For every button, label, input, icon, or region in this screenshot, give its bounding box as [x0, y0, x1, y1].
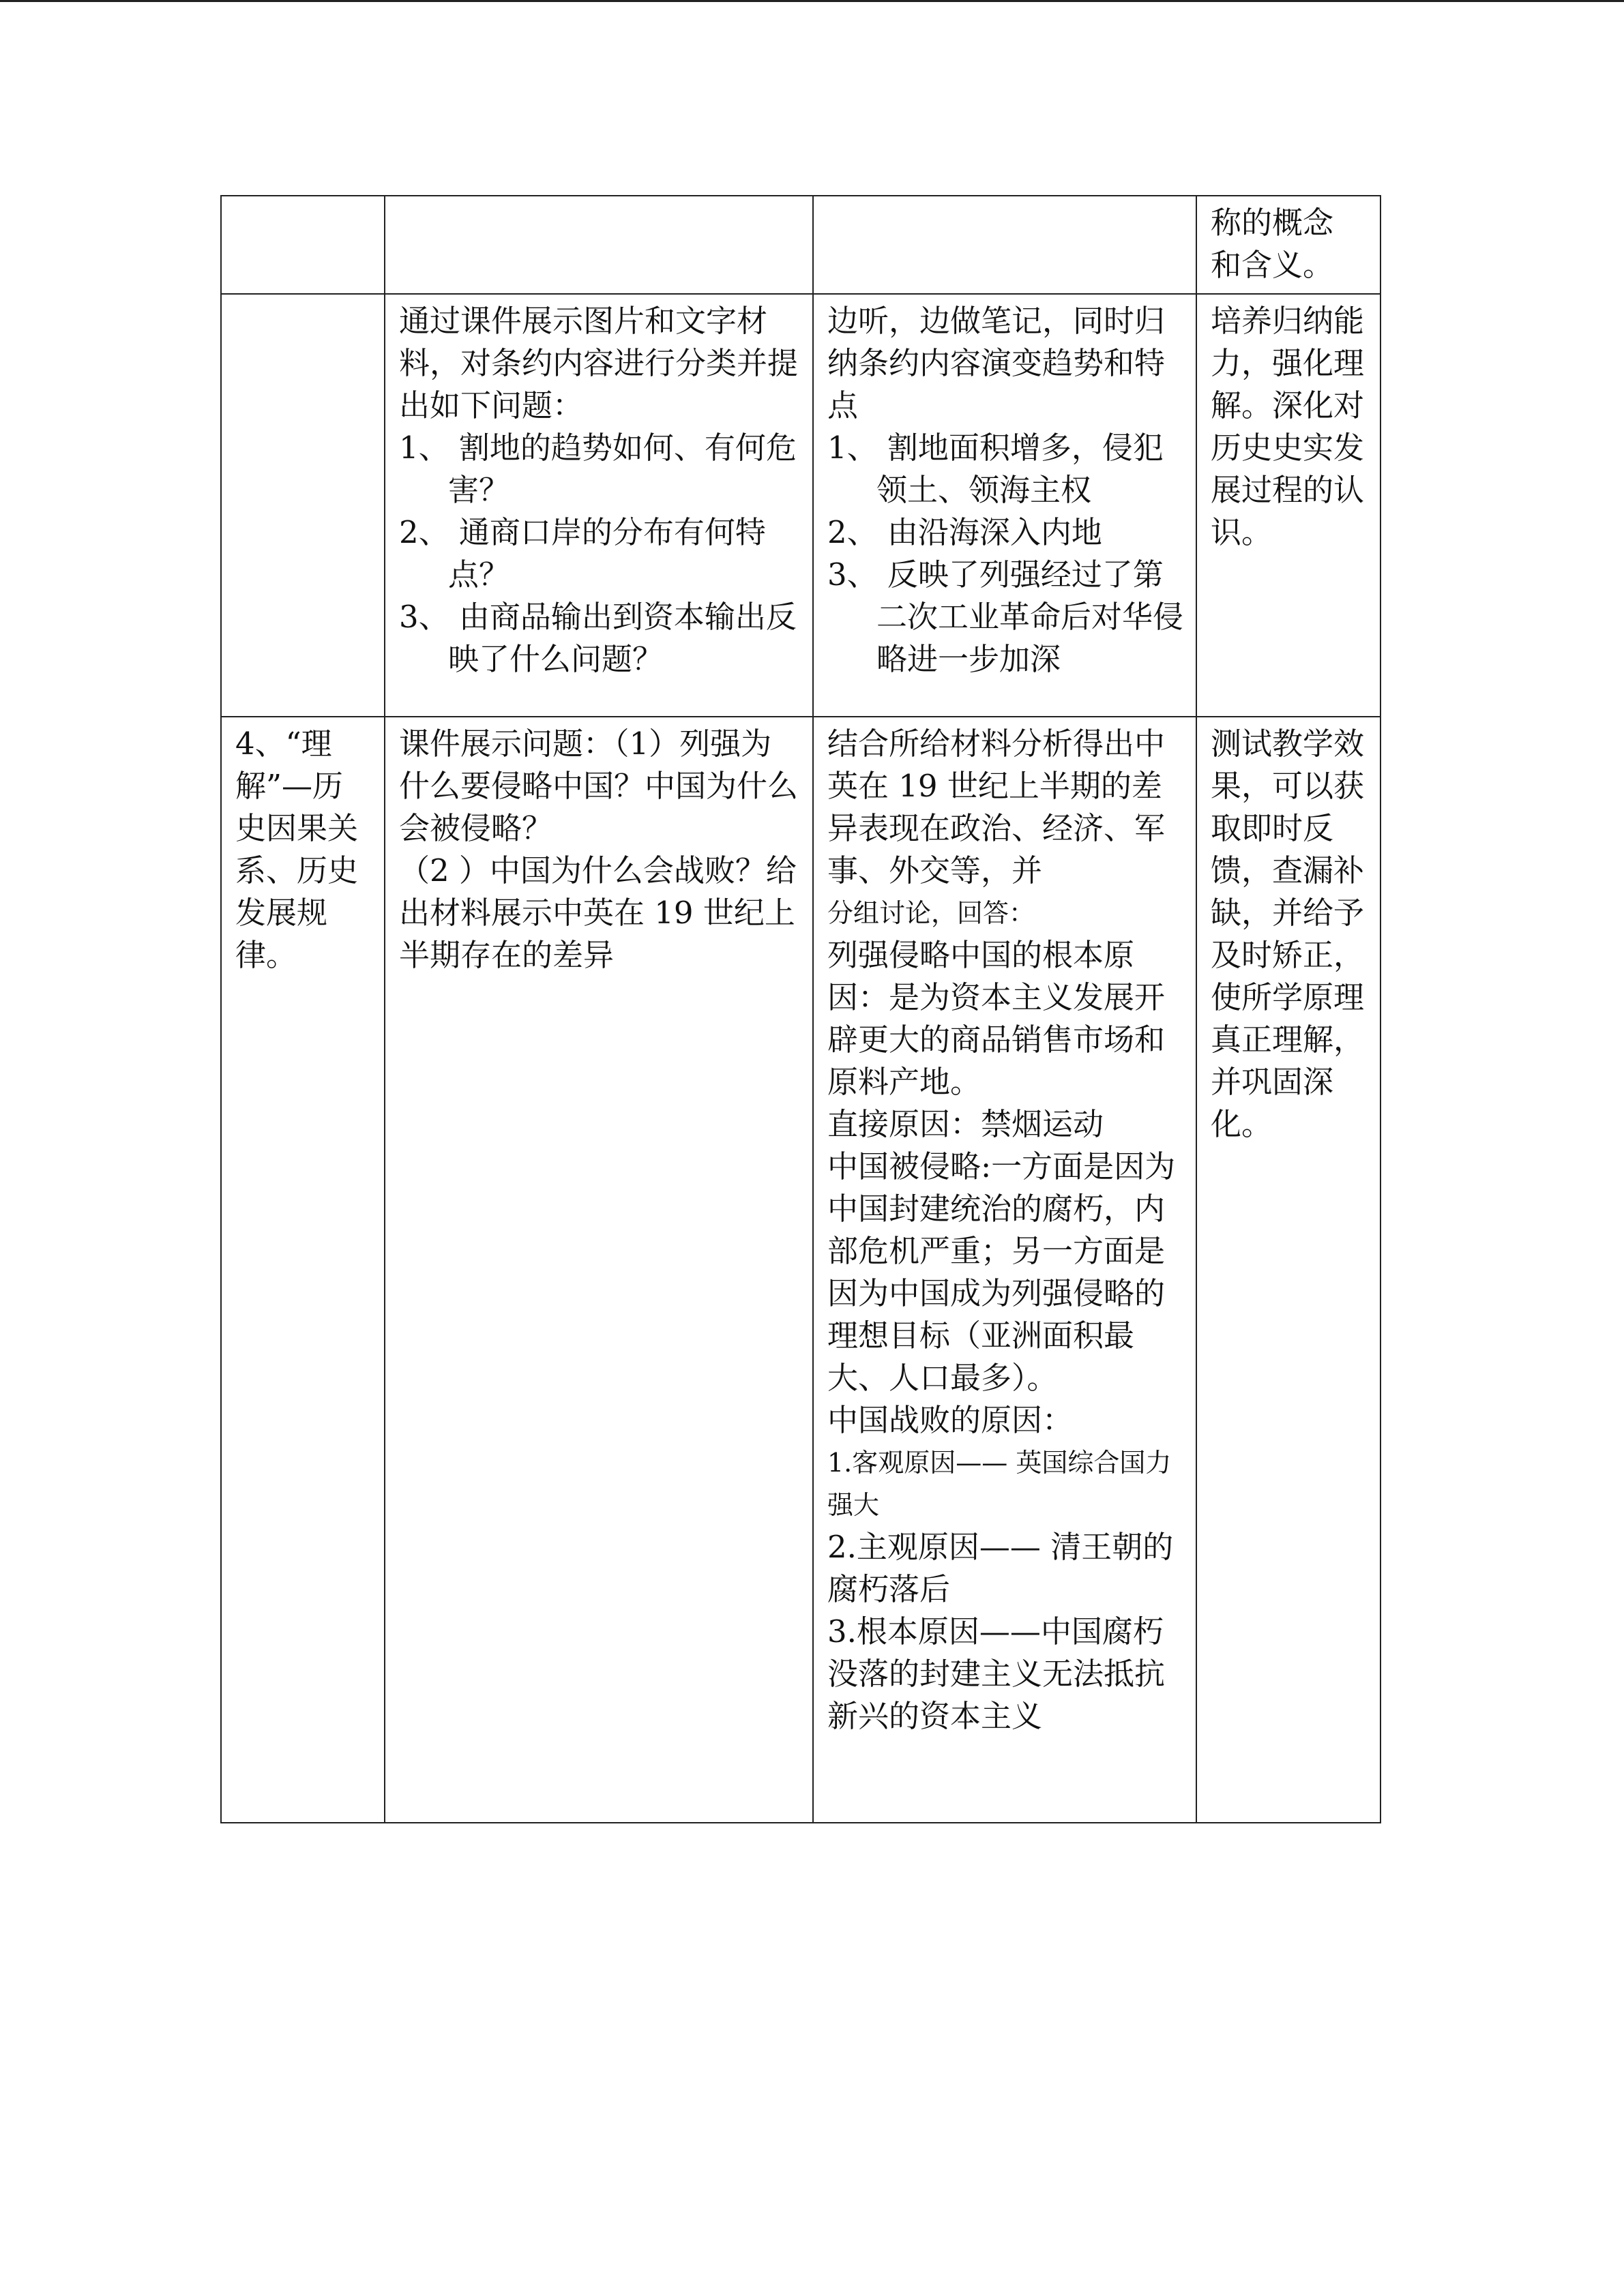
student-activity-cell	[813, 717, 1196, 1823]
page-top-border	[0, 0, 1624, 2]
stage-text: 4、“理解”—历史因果关系、历史发展规律。	[235, 726, 359, 973]
student-defeat-title: 中国战败的原因：	[827, 1402, 1074, 1438]
objective-cell	[1196, 294, 1381, 717]
student-answer-item: 1、 割地面积增多，侵犯领土、领海主权	[827, 430, 1164, 508]
stage-cell	[221, 294, 385, 717]
teacher-question-item: 3、 由商品输出到资本输出反映了什么问题？	[399, 599, 797, 677]
student-activity-cell	[813, 196, 1196, 294]
student-analysis: 结合所给材料分析得出中英在 19 世纪上半期的差异表现在政治、经济、军事、外交等，并	[827, 726, 1166, 889]
student-activity-cell	[813, 294, 1196, 717]
student-defeat-reason: 3.根本原因——中国腐朽没落的封建主义无法抵抗新兴的资本主义	[827, 1613, 1166, 1734]
objective-text: 测试教学效果，可以获取即时反馈，查漏补缺，并给予及时矫正，使所学原理真正理解，并巩固深化。	[1211, 726, 1365, 1142]
teacher-question-item: 2、 通商口岸的分布有何特点？	[399, 514, 766, 593]
table-row	[221, 717, 1381, 1823]
lesson-plan-table	[220, 195, 1381, 1823]
student-answer-item: 2、 由沿海深入内地	[827, 514, 1102, 550]
objective-text: 培养归纳能力，强化理解。深化对历史史实发展过程的认识。	[1211, 303, 1365, 550]
objective-cell	[1196, 717, 1381, 1823]
student-root-cause: 列强侵略中国的根本原因：是为资本主义发展开辟更大的商品销售市场和原料产地。	[827, 937, 1166, 1100]
teacher-activity-cell	[385, 196, 813, 294]
teacher-intro: 通过课件展示图片和文字材料，对条约内容进行分类并提出如下问题：	[399, 303, 799, 423]
teacher-question: （2 ）中国为什么会战败？给出材料展示中英在 19 世纪上半期存在的差异	[399, 852, 797, 973]
table-row	[221, 294, 1381, 717]
objective-text: 和含义。	[1211, 247, 1334, 283]
teacher-activity-cell	[385, 294, 813, 717]
teacher-question-item: 1、 割地的趋势如何、有何危害？	[399, 430, 797, 508]
student-defeat-reason: 1.客观原因—— 英国综合国力强大	[827, 1448, 1172, 1520]
objective-cell	[1196, 196, 1381, 294]
teacher-activity-cell	[385, 717, 813, 1823]
teacher-question: 课件展示问题：（1）列强为什么要侵略中国？中国为什么会被侵略？	[399, 726, 799, 846]
student-direct-cause: 直接原因：禁烟运动	[827, 1106, 1104, 1142]
student-intro: 边听，边做笔记，同时归纳条约内容演变趋势和特点	[827, 303, 1166, 423]
stage-cell	[221, 717, 385, 1823]
student-answer-item: 3、 反映了列强经过了第二次工业革命后对华侵略进一步加深	[827, 556, 1184, 677]
student-defeat-reason: 2.主观原因—— 清王朝的腐朽落后	[827, 1529, 1174, 1607]
table-row	[221, 196, 1381, 294]
student-china-invaded: 中国被侵略:一方面是因为中国封建统治的腐朽，内部危机严重；另一方面是因为中国成为列强侵略的理想目标（亚洲面积最大、人口最多）。	[827, 1148, 1176, 1396]
student-discussion-label: 分组讨论，回答：	[827, 898, 1035, 928]
objective-text: 称的概念	[1211, 205, 1334, 241]
stage-cell	[221, 196, 385, 294]
